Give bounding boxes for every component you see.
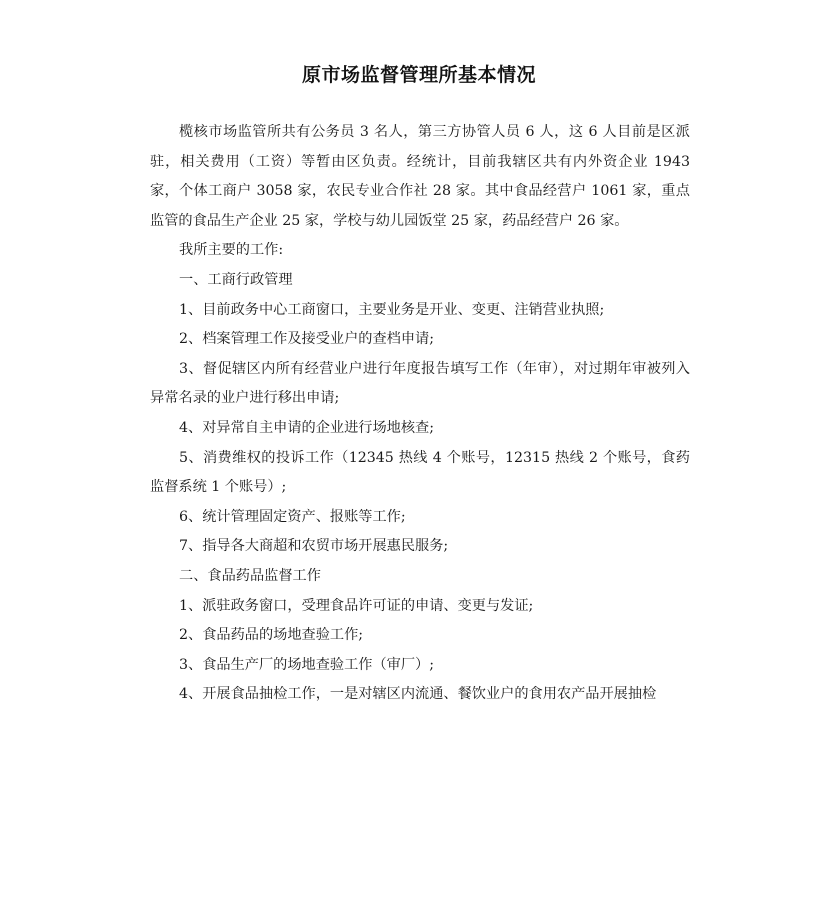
list-item: 6、统计管理固定资产、报账等工作; <box>179 508 406 525</box>
document-title: 原市场监督管理所基本情况 <box>301 64 536 86</box>
list-item: 4、开展食品抽检工作，一是对辖区内流通、餐饮业户的食用农产品开展抽检 <box>179 686 657 703</box>
list-item: 4、对异常自主申请的企业进行场地核查; <box>179 419 434 436</box>
list-item: 5、消费维权的投诉工作（12345 热线 4 个账号，12315 热线 2 个账号，食药监督系统 1 个账号）; <box>150 449 690 496</box>
list-item: 2、档案管理工作及接受业户的查档申请; <box>179 331 434 348</box>
list-item: 7、指导各大商超和农贸市场开展惠民服务; <box>179 538 449 555</box>
document-body <box>150 118 690 710</box>
paragraph-main-work-intro: 我所主要的工作: <box>179 242 284 259</box>
list-item: 2、食品药品的场地查验工作; <box>179 627 364 644</box>
paragraph-overview: 榄核市场监管所共有公务员 3 名人，第三方协管人员 6 人，这 6 人目前是区派驻，相关费用（工资）等暂由区负责。经统计，目前我辖区共有内外资企业 1943 家，个体工商户 3058 家，农民专业合作社 28 家。其中食品经营户 1061 家，重点监管的食品生产企业 25 家，学校与幼儿园饭堂 25 家，药品经营户 26 家。 <box>150 124 690 229</box>
list-item: 3、督促辖区内所有经营业户进行年度报告填写工作（年审），对过期年审被列入异常名录的业户进行移出申请; <box>150 360 690 407</box>
list-item: 1、目前政务中心工商窗口，主要业务是开业、变更、注销营业执照; <box>179 301 605 318</box>
list-item: 3、食品生产厂的场地查验工作（审厂）; <box>179 656 434 673</box>
section-heading-food-drug: 二、食品药品监督工作 <box>179 567 321 584</box>
list-item: 1、派驻政务窗口，受理食品许可证的申请、变更与发证; <box>179 597 534 614</box>
section-heading-business-admin: 一、工商行政管理 <box>179 271 293 288</box>
